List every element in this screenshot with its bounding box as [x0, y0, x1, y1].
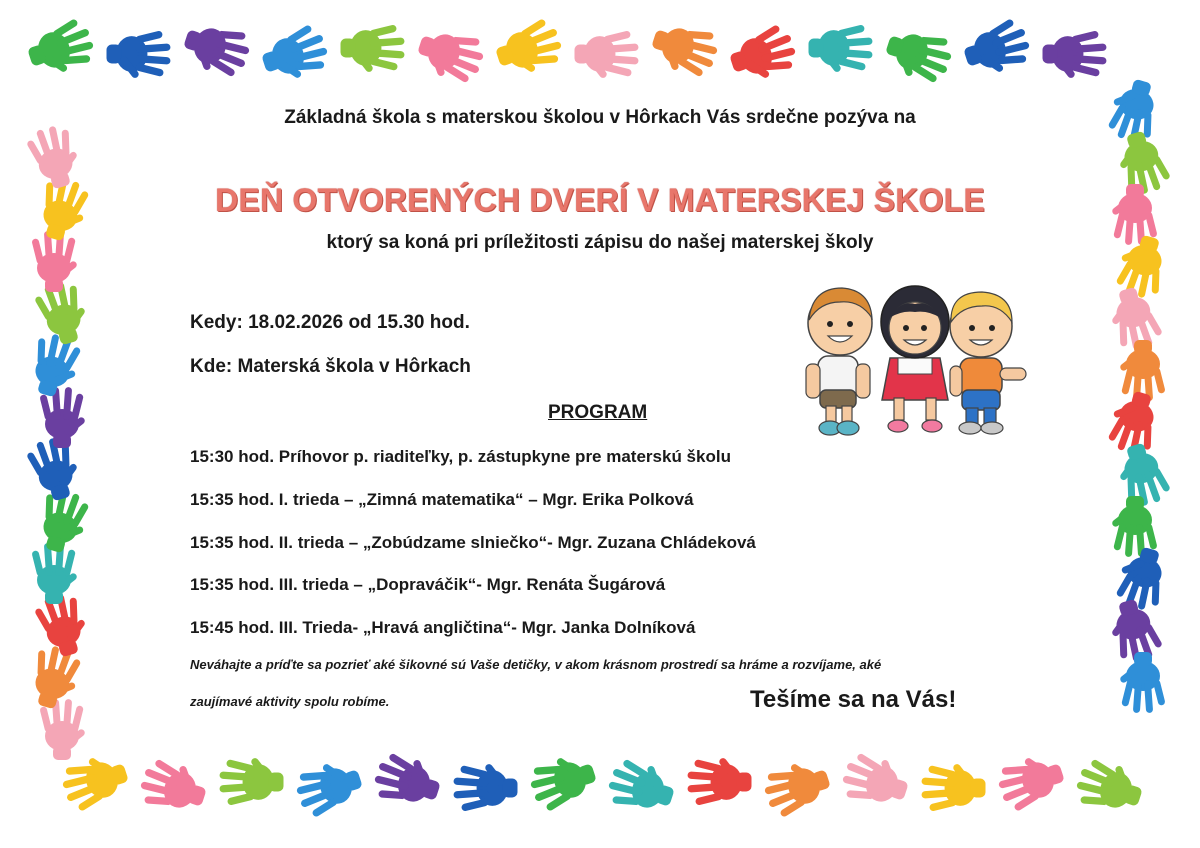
note-line: zaujímavé aktivity spolu robíme. — [190, 694, 390, 709]
note-line: Neváhajte a príďte sa pozrieť aké šikovné sú Vaše detičky, v akom krásnom prostredí sa hráme a rozvíjame, aké — [190, 657, 882, 672]
closing-greeting: Tešíme sa na Vás! — [750, 686, 957, 713]
program-item: 15:35 hod. III. trieda – „Dopraváčik“- Mgr. Renáta Šugárová — [190, 575, 666, 594]
program-heading: PROGRAM — [548, 402, 648, 423]
subtitle: ktorý sa koná pri príležitosti zápisu do našej materskej školy — [326, 232, 874, 253]
page-title: DEŇ OTVORENÝCH DVERÍ V MATERSKEJ ŠKOLE — [215, 182, 985, 218]
program-item: 15:45 hod. III. Trieda- „Hravá angličtina“- Mgr. Janka Dolníková — [190, 618, 696, 637]
program-item: 15:35 hod. I. trieda – „Zimná matematika“ – Mgr. Erika Polková — [190, 490, 694, 509]
intro-line: Základná škola s materskou školou v Hôrkach Vás srdečne pozýva na — [284, 107, 916, 128]
program-item: 15:30 hod. Príhovor p. riaditeľky, p. zástupkyne pre materskú školu — [190, 447, 731, 466]
event-date: Kedy: 18.02.2026 od 15.30 hod. — [190, 312, 470, 333]
event-location: Kde: Materská škola v Hôrkach — [190, 356, 471, 377]
program-item: 15:35 hod. II. trieda – „Zobúdzame slniečko“- Mgr. Zuzana Chládeková — [190, 533, 756, 552]
